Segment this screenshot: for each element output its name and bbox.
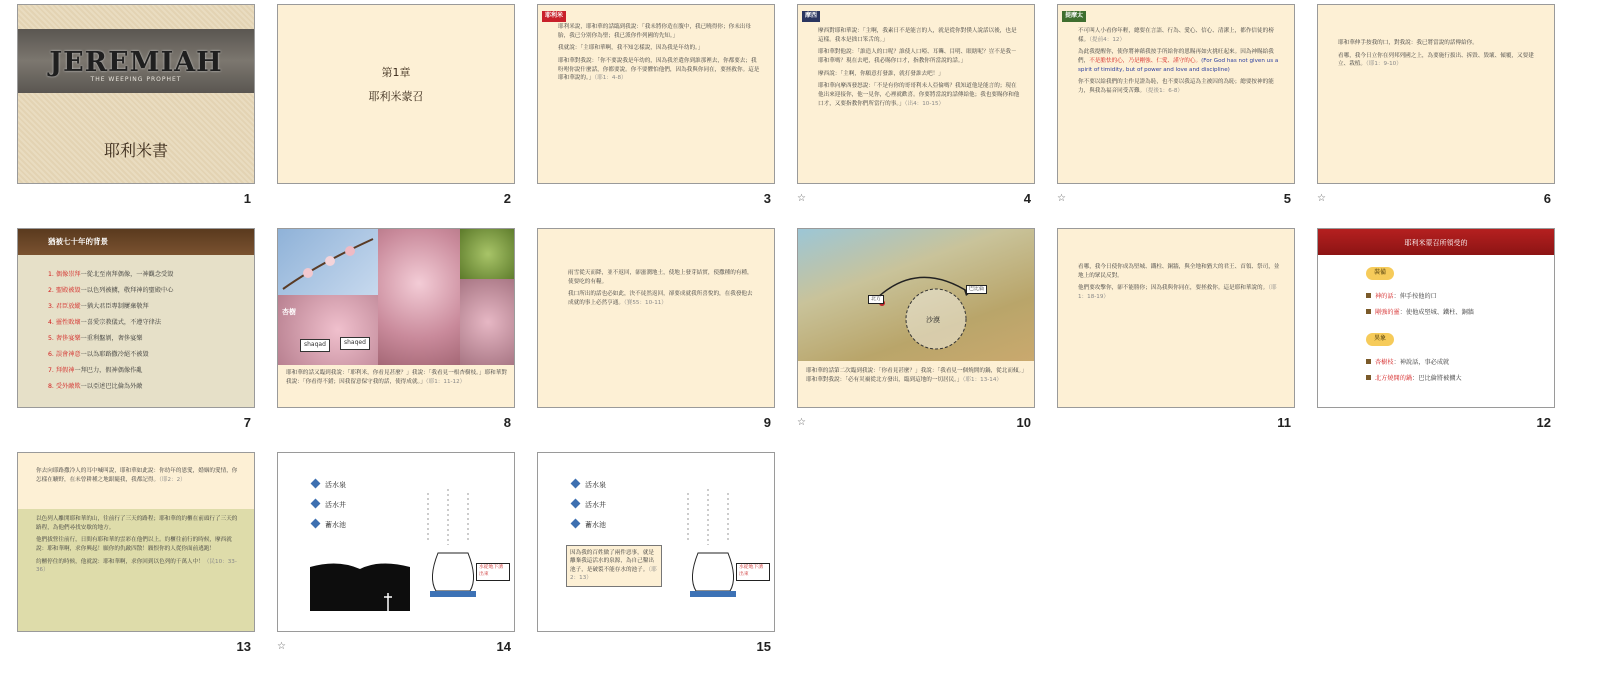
- slide-11[interactable]: [1057, 228, 1295, 408]
- scripture-ref: （提後1：6-8）: [1145, 87, 1184, 94]
- paragraph: 耶和華的話第二次臨到我說：「你看見甚麼？」我說：「我看見一個燒開的鍋，從北而傾。」耶和華對我說：「必有災禍從北方發出，臨到這地的一切居民。」: [806, 368, 1027, 383]
- slide-6[interactable]: [1317, 4, 1555, 184]
- list-item: 蓄水池: [312, 515, 346, 535]
- slide-body-bottom: [36, 515, 242, 579]
- slide-header-bar: [18, 229, 254, 255]
- slide-thumb-15[interactable]: [520, 448, 779, 667]
- paragraph: 摩西對耶和華說：「主啊，我素日不是能言的人，就是從你對僕人說話以後，也是這樣。我本是拙口笨舌的。」: [818, 28, 1017, 43]
- paragraph: 你去向耶路撒冷人的耳中喊叫說，耶和華如此說：你幼年的恩愛，婚姻的愛情，你怎樣在曠野，在未曾耕種之地跟隨我，我都記得。: [36, 468, 238, 483]
- background-list-item: 2. 聖殿被毀一以色列被擄，敬拜神的聖殿中心: [48, 287, 174, 294]
- diagram-note: 水從地下湧出來: [476, 563, 510, 581]
- slide-1[interactable]: [17, 4, 255, 184]
- slide-thumb-7[interactable]: [0, 224, 259, 443]
- paragraph: 看哪，我今日立你在列邦列國之上，為要施行拔出、拆毀、毀壞、傾覆，又要建立、栽植。: [1338, 52, 1534, 68]
- spring-diagram-icon: [408, 483, 508, 603]
- scripture-ref: （耶1：9-10）: [1365, 61, 1402, 68]
- cave-cistern-image: [310, 553, 410, 611]
- background-list-item: 8. 受外敵欺一以亞述巴比倫為外敵: [48, 383, 143, 390]
- background-list-item: 3. 君臣放縱一猶大君臣專制屢棄敬拜: [48, 303, 149, 310]
- slide-thumb-13[interactable]: [0, 448, 259, 667]
- slide-thumb-2[interactable]: [260, 0, 519, 219]
- slide-number: 10: [1016, 415, 1031, 430]
- paragraph: 因為我的百姓做了兩件惡事，就是離棄我這活水的泉源，為自己鑿出池子，是破裂不能存水的池子。: [570, 550, 654, 573]
- hero-banner: [18, 29, 254, 93]
- map-overlay: [798, 229, 1035, 361]
- almond-photo: [460, 229, 515, 279]
- slide-13[interactable]: [17, 452, 255, 632]
- paragraph: 摩西說：「主啊，你願意打發誰，就打發誰去吧！」: [818, 70, 944, 77]
- hebrew-callout-1: shaqad: [300, 339, 330, 352]
- slide-body: [286, 369, 508, 390]
- paragraph: 你不要以給我們的主作見證為恥，也不要以我這為主被囚的為恥；總要按神的能力，與我為福音同受苦難。: [1078, 79, 1274, 94]
- scripture-ref: （耶2：2）: [159, 476, 186, 483]
- slide-number: 7: [243, 415, 251, 430]
- scripture-ref: （耶1：11-12）: [425, 378, 466, 385]
- hebrew-callout-2: shaqed: [340, 337, 370, 350]
- slide-body: [558, 23, 762, 87]
- background-list-item: 1. 偶像崇拜一從北至南拜偶像，一神觀念受毀: [48, 271, 174, 278]
- slide-body: [1338, 39, 1542, 73]
- slide-8[interactable]: [277, 228, 515, 408]
- slide-number: 1: [243, 191, 251, 206]
- slide-5[interactable]: [1057, 4, 1295, 184]
- scripture-ref: （出4：10-15）: [904, 100, 945, 107]
- paragraph: 耶和華伸手按我的口，對我說：我已將當說的話傳給你。: [1338, 40, 1478, 46]
- animation-icon: ☆: [1057, 193, 1066, 204]
- paragraph: 我就說：「主耶和華啊，我不知怎樣說，因為我是年幼的。」: [558, 45, 704, 52]
- cistern-silhouette-icon: [310, 553, 410, 611]
- animation-icon: ☆: [797, 417, 806, 428]
- slide-thumb-6[interactable]: [1300, 0, 1559, 219]
- scripture-box: [566, 545, 662, 587]
- slide-thumb-5[interactable]: [1040, 0, 1299, 219]
- highlight-panel: [18, 509, 254, 631]
- slide-thumb-4[interactable]: [780, 0, 1039, 219]
- slide-body: [806, 367, 1028, 388]
- paragraph: 看哪，我今日使你成為堅城、鐵柱、銅牆，與全地和猶大的君王、首領、祭司，並地上的眾民反對。: [1078, 264, 1280, 279]
- background-list-item: 6. 誤會神意一以為耶路撒冷絕不被毀: [48, 351, 149, 358]
- slide-number: 15: [756, 639, 771, 654]
- section-pill-equipment: 裝備: [1366, 267, 1394, 280]
- section-pill-vision: 異象: [1366, 333, 1394, 346]
- paragraph: 耶利米說，耶和華的話臨到我說：「我未將你造在腹中，我已曉得你；你未出母胎，我已分別你為聖；我已派你作列國的先知。」: [558, 24, 751, 39]
- map-label-north: 北方: [868, 295, 884, 304]
- paragraph: 耶和華向摩西發怒說：「不是有你的哥哥利未人亞倫嗎？我知道他是能言的；現在他出來迎接你，他一見你，心裡就歡喜。你要將當說的話傳給他；我也要賜你和他口才，又要指教你們所當行的事。」: [818, 83, 1020, 107]
- scripture-ref: （耶1：4-8）: [594, 75, 627, 82]
- person-tag: 耶利米: [542, 11, 566, 22]
- slide-body: [1078, 27, 1282, 100]
- paragraph: 他們要攻擊你，卻不能勝你；因為我與你同在，要拯救你。這是耶和華說的。: [1078, 285, 1269, 292]
- slide-thumb-3[interactable]: [520, 0, 779, 219]
- scripture-ref: （耶2：13）: [570, 566, 657, 582]
- slide-thumb-11[interactable]: [1040, 224, 1299, 443]
- blossom-photo: [278, 229, 378, 295]
- slide-number: 12: [1536, 415, 1551, 430]
- paragraph: 耶和華的話又臨到我說：「耶利米，你看見甚麼？」我說：「我看見一根杏樹枝。」耶和華對我說：「你看得不錯；因我留意保守我的話，使得成就。」: [286, 370, 507, 385]
- slide-15[interactable]: [537, 452, 775, 632]
- paragraph: 不可叫人小看你年輕，總要在言語、行為、愛心、信心、清潔上，都作信徒的榜樣。: [1078, 28, 1274, 43]
- list-item: 活水泉: [572, 475, 606, 495]
- vision-item-2: 北方燒開的鍋：巴比倫將被擄大: [1366, 375, 1462, 384]
- map-label-desert: 沙漠: [926, 316, 940, 324]
- hero-title: JEREMIAH: [49, 47, 223, 78]
- highlight-text: 不是膽怯的心，乃是剛強、仁愛、謹守的心。: [1089, 57, 1202, 64]
- paragraph: 耶和華對我說：「你不要說我是年幼的，因為我差遣你到誰那裡去，你都要去；我吩咐你說什麼話，你都要說。你不要懼怕他們，因為我與你同在，要拯救你。這是耶和華說的。」: [558, 57, 760, 82]
- blossom-branch-icon: [278, 229, 378, 295]
- diagram-note: 水從地下湧出來: [736, 563, 770, 581]
- background-list: [48, 267, 246, 395]
- slide-4[interactable]: [797, 4, 1035, 184]
- blossom-photo-3: [460, 279, 515, 365]
- slide-header-bar: [1318, 229, 1554, 255]
- slide-7[interactable]: [17, 228, 255, 408]
- slide-number: 5: [1283, 191, 1291, 206]
- slide-body: [818, 27, 1022, 112]
- slide-10[interactable]: [797, 228, 1035, 408]
- paragraph: 約櫃停住的時候，他就說：耶和華啊，求你回到以色列的千萬人中！: [36, 558, 204, 565]
- water-source-list: [572, 475, 606, 535]
- person-tag: 提摩太: [1062, 11, 1086, 22]
- slide-number: 8: [503, 415, 511, 430]
- slide-body: [568, 269, 756, 312]
- scripture-ref: （賽55：10-11）: [623, 299, 667, 306]
- blossom-tree-photo: [378, 229, 460, 365]
- vision-item-1: 杏樹枝：神說話，事必成就: [1366, 359, 1449, 368]
- slide-number: 6: [1543, 191, 1551, 206]
- chapter-label: 第1章: [381, 66, 411, 79]
- slide-thumb-10[interactable]: [780, 224, 1039, 443]
- person-tag: 摩西: [802, 11, 820, 22]
- slide-thumb-1[interactable]: [0, 0, 259, 219]
- slide-2[interactable]: [277, 4, 515, 184]
- slide-thumb-14[interactable]: [260, 448, 519, 667]
- slide-thumb-12[interactable]: [1300, 224, 1559, 443]
- equipment-item-2: 剛強的靈：使他成堅城、鐵柱、銅牆: [1366, 309, 1474, 318]
- slide-number: 2: [503, 191, 511, 206]
- slide-number: 4: [1023, 191, 1031, 206]
- slide-number: 11: [1277, 415, 1291, 430]
- equipment-item-1: 神的話：伸手按他的口: [1366, 293, 1437, 302]
- paragraph: 我口所出的話也必如此，決不徒然返回，卻要成就我所喜悅的，在我發他去成就的事上必然亨通。: [568, 291, 753, 306]
- animation-icon: ☆: [1317, 193, 1326, 204]
- slide-12[interactable]: [1317, 228, 1555, 408]
- slide-number: 3: [763, 191, 771, 206]
- slide-9[interactable]: [537, 228, 775, 408]
- paragraph: 耶和華對他說：「誰造人的口呢？誰使人口啞、耳聾、目明、眼瞎呢？豈不是我－耶和華嗎？現在去吧，我必賜你口才，指教你所當說的話。」: [818, 49, 1017, 64]
- map-label-babylon: 巴比倫: [966, 285, 987, 294]
- list-item: 活水井: [312, 495, 346, 515]
- slide-thumb-8[interactable]: [260, 224, 519, 443]
- paragraph: 雨雪從天而降，並不返回，卻滋潤地土，使地上發芽結實，使撒種的有種，使要吃的有糧。: [568, 270, 753, 285]
- animation-icon: ☆: [797, 193, 806, 204]
- background-list-item: 7. 拜假神一拜巴力，假神偶像作亂: [48, 367, 143, 374]
- slide-header: 耶利米蒙召所領受的: [1404, 239, 1468, 247]
- animation-icon: ☆: [277, 641, 286, 652]
- slide-3[interactable]: [537, 4, 775, 184]
- hero-subtitle: THE WEEPING PROPHET: [90, 76, 182, 83]
- slide-14[interactable]: [277, 452, 515, 632]
- english-text: (For God has not given us a spirit of timidity, but of power and love and discipline): [1078, 57, 1279, 73]
- almond-label: 杏樹: [282, 308, 296, 316]
- slide-number: 13: [236, 639, 251, 654]
- paragraph: 他們拔營往前行，日間有耶和華的雲彩在他們以上。約櫃往前行的時候，摩西就說：耶和華啊，求你興起！願你的仇敵四散！願恨你的人從你面前逃跑！: [36, 537, 232, 552]
- paragraph: 以色列人離開耶和華的山，往前行了三天的路程；耶和華的約櫃在前頭行了三天的路程，為他們尋找安歇的地方。: [36, 516, 238, 531]
- slide-title: 耶利米書: [103, 141, 168, 160]
- spring-diagram-icon: [668, 483, 768, 603]
- list-item: 活水泉: [312, 475, 346, 495]
- paragraph: 為此我提醒你，使你將神藉我按手所給你的恩賜再如火挑旺起來。因為神賜給我們，: [1078, 49, 1274, 64]
- background-list-item: 5. 奢侈宴樂一重利盤剝，奢侈宴樂: [48, 335, 143, 342]
- water-source-list: [312, 475, 346, 535]
- background-list-item: 4. 靈性敗壞一喜愛宗教儀式，不遵守律法: [48, 319, 162, 326]
- list-item: 活水井: [572, 495, 606, 515]
- slide-thumb-9[interactable]: [520, 224, 779, 443]
- map-image: [798, 229, 1035, 361]
- scripture-ref: （民10：33-36）: [36, 558, 237, 574]
- slide-number: 9: [763, 415, 771, 430]
- list-item: 蓄水池: [572, 515, 606, 535]
- slide-number: 14: [496, 639, 511, 654]
- scripture-ref: （提前4：12）: [1089, 36, 1126, 43]
- scripture-ref: （耶1：18-19）: [1078, 285, 1277, 300]
- slide-body: [1078, 263, 1282, 306]
- slide-body-top: [36, 467, 242, 488]
- blossom-tree-photo-2: [278, 295, 378, 365]
- slide-header: 猶被七十年的背景: [48, 237, 108, 246]
- chapter-title: 耶利米蒙召: [368, 90, 424, 103]
- scripture-ref: （耶1：13-14）: [962, 376, 1003, 383]
